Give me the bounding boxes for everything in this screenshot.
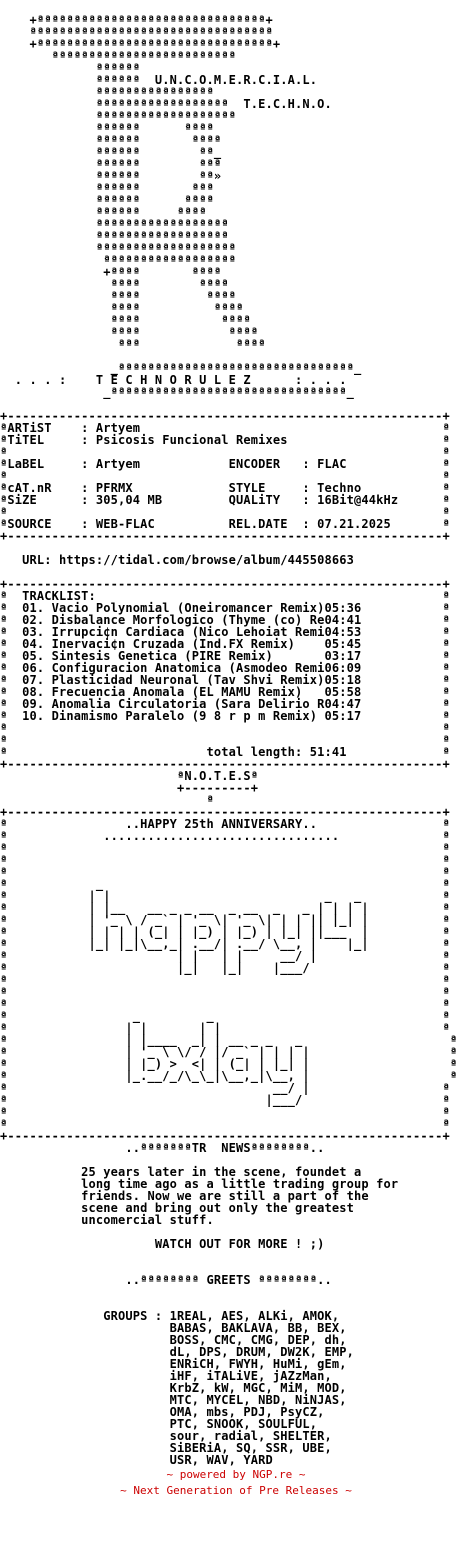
nfo-text: +ªªªªªªªªªªªªªªªªªªªªªªªªªªªªªªª+ ªªªªªªªªªªªªªªªªªªªªªªªªªªªªªªªªª +ªªªªªªªªªªªªªªªªªªªªªªªªªªªªªªªª+ ªªªªªªªªªªªªªªªªªªªªªªªªª ªªªªªª ªªªªªª U.N.C.O.M.E.R.C.I.A.L. ªªªªªªªªªªªªªªªª ªªªªªªªªªªªªªªªªªª T.E.C.H.N.O. ªªªªªªªªªªªªªªªªªªª ªªªªªª ªªªª ªªªªªª ªªªª ªªªªªª ªª_ ªªªªªª ªªª ªªªªªª ªª» ªªªªªª ªªª ªªªªªª ªªªª ªªªªªª ªªªª ªªªªªªªªªªªªªªªªªª ªªªªªªªªªªªªªªªªªª ªªªªªªªªªªªªªªªªªªª ªªªªªªªªªªªªªªªªªª +ªªªª ªªªª ªªªª ªªªª ªªªª ªªªª ªªªª ªªªª ªªªª ªªªª ªªªª ªªªª ªªª ªªªª _ªªªªªªªªªªªªªªªªªªªªªªªªªªªªªªªª_ . . . : T E C H N O R U L E Z : . . . _ªªªªªªªªªªªªªªªªªªªªªªªªªªªªªªªª_ +-----------------------------------------------------------+ ªARTiST : Artyem ª ªTiTEL : Psicosis Funcional Remixes ª ª ª ªLaBEL : Artyem ENCODER : FLAC ª ª ª ªcAT.nR : PFRMX STYLE : Techno ª ªSiZE : 305,04 MB QUALiTY : 16Bit@44kHz ª ª ª ªSOURCE : WEB-FLAC REL.DATE : 07.21.2025 ª +-----------------------------------------------------------+ URL: https://tidal.com/browse/album/445508663 +-----------------------------------------------------------+ ª TRACKLIST: ª ª 01. Vacio Polynomial (Oneiromancer Remix)05:36 ª ª 02. Disbalance Morfologico (Thyme (co) Re04:41 ª ª 03. Irrupci¢n Cardiaca (Nico Lehoiat Remi04:53 ª ª 04. Inervaci¢n Cruzada (Ind.FX Remix) 05:45 ª ª 05. Sintesis Genetica (PIRE Remix) 03:17 ª ª 06. Configuracion Anatomica (Asmodeo Remi06:09 ª ª 07. Plasticidad Neuronal (Tav Shvi Remix)05:18 ª ª 08. Frecuencia Anomala (EL MAMU Remix) 05:58 ª ª 09. Anomalia Circulatoria (Sara Delirio R04:47 ª ª 10. Dinamismo Paralelo (9 8 r p m Remix) 05:17 ª ª ª ª ª ª total length: 51:41 ª +-----------------------------------------------------------+ ªN.O.T.E.Sª +---------+ ª +-----------------------------------------------------------+ ª ..HAPPY 25th ANNIVERSARY.. ª ª ................................ ª ª ª ª ª ª ª ª _ ª ª | | _ _ ª ª | |__ __ _ _ __ _ __ _ _ | | | | ª ª | '_ \ / _` | '_ \| '_ \| | | || |_| | ª ª | | | | (_| | |_) | |_) | |_| ||___ | ª ª |_| |_|\__,_| .__/| .__/ \__, | |_| ª ª | | | | __/ | ª ª |_| |_| |___/ ª ª ª ª ª ª ª ª _ _ ª ª | | | | ª ª | |____ _| | __ _ _ _ ª ª | '_ \ \/ / |/ _` | | | | ª ª | |_) > <| | (_| | |_| | ª ª |_.__/_/\_\_|\__,_|\__, | ª ª __/ | ª ª |___/ ª ª ª ª ª +-----------------------------------------------------------+ ..ªªªªªªªTR NEWSªªªªªªªª.. 25 years later in the scene, foundet a long time ago as a little trading group for friends. Now we are still a part of the scene and bring out only the greatest uncomercial stuff. WATCH OUT FOR MORE ! ;) ..ªªªªªªªª GREETS ªªªªªªªª.. GROUPS : 1REAL, AES, ALKi, AMOK, BABAS, BAKLAVA, BB, BEX, BOSS, CMC, CMG, DEP, dh, dL, DPS, DRUM, DW2K, EMP, ENRiCH, FWYH, HuMi, gEm, iHF, iTALiVE, jAZzMan, KrbZ, kW, MGC, MiM, MOD, MTC, MYCEL, NBD, NiNJAS, OMA, mbs, PDJ, PsyCZ, PTC, SNOOK, SOULFUL, sour, radial, SHELTER, SiBERiA, SQ, SSR, UBE, USR, WAV, YARD: [0, 13, 458, 1467]
footer-tagline: ~ Next Generation of Pre Releases ~: [120, 1484, 352, 1497]
footer-powered-by: ~ powered by NGP.re ~: [166, 1468, 306, 1481]
